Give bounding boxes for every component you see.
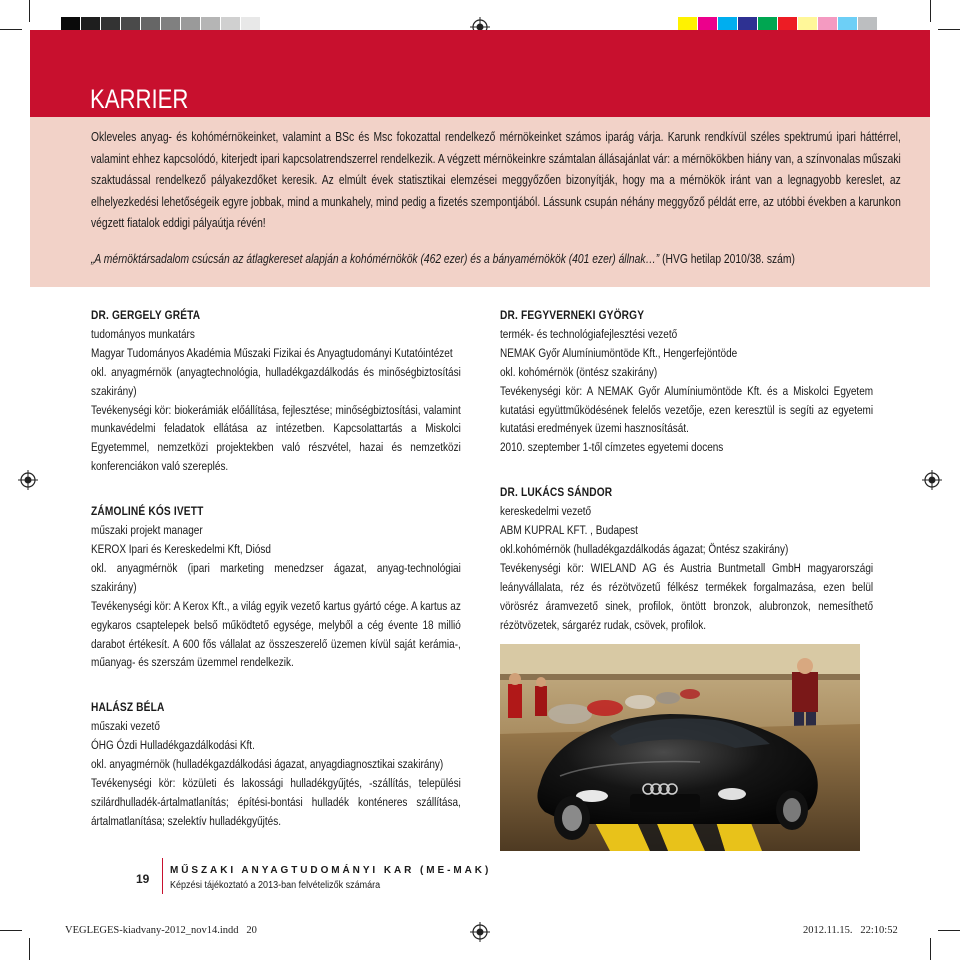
profile-line: okl. anyagmérnök (hulladékgazdálkodási ágazat, anyagdiagnosztikai szakirány) (91, 757, 444, 772)
crop-mark-bottom-left-h (0, 930, 22, 931)
profile-lukacs (500, 483, 873, 634)
profile-line: ÓHG Ózdi Hulladékgazdálkodási Kft. (91, 738, 255, 753)
crop-mark-top-left-h (0, 29, 22, 30)
profile-line: KEROX Ipari és Kereskedelmi Kft, Diósd (91, 541, 271, 556)
crop-mark-top-right-h (938, 29, 960, 30)
section-title: KARRIER (90, 84, 189, 114)
registration-mark-icon (922, 470, 942, 490)
profile-line: 2010. szeptember 1-től címzetes egyetemi docens (500, 440, 724, 455)
profile-line: okl.kohómérnök (hulladékgazdálkodás ágazat; Öntész szakirány) (500, 541, 789, 556)
registration-mark-icon (470, 922, 490, 942)
crop-mark-top-left-v (29, 0, 30, 22)
profile-line: Tevékenységi kör: WIELAND AG és Austria Buntmetall GmbH magyarországi leányvállalata, réz és rézötvözetű félkész termékek forgalmazása, ezen belül vörösréz áramvezető sinek, profilok, öntött bronzok, alubronzok, nemesíthető rézötvözetek, sárgaréz rudak, csövek, profilok. (500, 560, 874, 632)
profile-zamoline (91, 502, 461, 672)
right-column (500, 306, 873, 650)
registration-mark-icon (18, 470, 38, 490)
profile-name: DR. LUKÁCS SÁNDOR (500, 485, 613, 500)
intro-text (91, 127, 901, 235)
profile-line: Tevékenységi kör: A Kerox Kft., a világ egyik vezető kartus gyártó cége. A kartus az egykaros csaptelepek belső működtető egysége, melyből a cég évente 18 millió darabot értékesít. A 600 fős vállalat az összeszerelő üzemen kívül saját kerámia-, műanyag- és szerszám üzemmel rendelkezik. (91, 598, 461, 670)
profile-name: ZÁMOLINÉ KÓS IVETT (91, 504, 204, 519)
profile-name: DR. GERGELY GRÉTA (91, 308, 201, 322)
footer-title: MŰSZAKI ANYAGTUDOMÁNYI KAR (ME-MAK) (170, 864, 492, 876)
car-factory-illustration (500, 644, 860, 851)
footer-divider (162, 858, 163, 894)
quote-text: „A mérnöktársadalom csúcsán az átlagkereset alapján a kohómérnökök (462 ezer) és a bányamérnökök (401 ezer) állnak…” (91, 252, 660, 266)
profile-line: Tevékenységi kör: közületi és lakossági hulladékgyűjtés, -szállítás, települési szilárdhulladék-ártalmatlanítás; építési-bontási hulladék konténeres szállítása, ártalmatlanítása; szelektív hulladékgyűjtés. (91, 775, 461, 828)
quote-source: (HVG hetilap 2010/38. szám) (659, 252, 795, 266)
profile-line: termék- és technológiafejlesztési vezető (500, 326, 678, 341)
profile-line: okl. anyagmérnök (anyagtechnológia, hulladékgazdálkodás és minőségbiztosítási szakirány) (91, 364, 461, 398)
print-slug-file: VEGLEGES-kiadvany-2012_nov14.indd 20 (65, 925, 257, 936)
quote-line (91, 251, 901, 267)
car-factory-photo (500, 644, 860, 851)
profile-line: kereskedelmi vezető (500, 504, 592, 519)
footer-subtitle: Képzési tájékoztató a 2013-ban felvételizők számára (170, 880, 381, 891)
print-slug-timestamp: 2012.11.15. 22:10:52 (803, 925, 898, 936)
profile-line: NEMAK Győr Alumíniumöntöde Kft., Hengerfejöntöde (500, 345, 738, 360)
profile-line: Magyar Tudományos Akadémia Műszaki Fizikai és Anyagtudományi Kutatóintézet (91, 345, 453, 360)
profile-fegyverneki (500, 306, 873, 457)
profile-line: műszaki vezető (91, 719, 160, 734)
page-number: 19 (136, 872, 150, 886)
profile-line: Tevékenységi kör: biokerámiák előállítása, fejlesztése; minőségbiztosítási, valamint munkavédelmi feladatok ellátása az intézetben. Kapcsolattartás a Miskolci Egyetemmel, nemzetközi projektekben való részvétel, hazai és nemzetközi konferenciákon való szereplés. (91, 402, 461, 474)
profile-line: ABM KUPRAL KFT. , Budapest (500, 523, 638, 538)
profile-name: HALÁSZ BÉLA (91, 700, 165, 715)
profile-line: okl. anyagmérnök (ipari marketing menedzser ágazat, anyag-technológiai szakirány) (91, 560, 461, 594)
profile-line: Tevékenységi kör: A NEMAK Győr Alumíniumöntöde Kft. és a Miskolci Egyetem kutatási együttműködésének felelős vezetője, ezen keresztül is segíti az egyetemi kutatási eredmények üzemi hasznosítását. (500, 383, 874, 436)
profile-line: okl. kohómérnök (öntész szakirány) (500, 364, 658, 379)
left-column (91, 306, 461, 846)
crop-mark-bottom-right-h (938, 930, 960, 931)
profile-line: műszaki projekt manager (91, 523, 203, 538)
intro-paragraph: Okleveles anyag- és kohómérnökeinket, valamint a BSc és Msc fokozattal rendelkező mérnökeinket számos iparág várja. Karunk rendkívül széles spektrumú ipari háttérrel, valamint ehhez kapcsolódó, kiterjedt ipari kapcsolatrendszerrel rendelkezik. A végzett mérnökeinkre számtalan állásajánlat vár: a mérnökökben hiány van, a színvonalas műszaki szaktudással rendelkező pályakezdőket keresik. Az elmúlt évek statisztikai elemzései meggyőzően bizonyítják, hogy ma a mérnökök iránt van a legnagyobb kereslet, az elhelyezkedési lehetőségeik egyre jobbak, mind a munkahely, mind pedig a fizetés szempontjából. Lássunk csupán néhány meggyőző példát erre, az utóbbi években a karunkon végzett fiatalok eddigi pályaútja révén! (91, 130, 901, 231)
crop-mark-top-right-v (930, 0, 931, 22)
crop-mark-bottom-left-v (29, 938, 30, 960)
profile-name: DR. FEGYVERNEKI GYÖRGY (500, 308, 645, 322)
profile-line: tudományos munkatárs (91, 326, 195, 341)
profile-gergely (91, 306, 461, 476)
profile-halasz (91, 698, 461, 830)
crop-mark-bottom-right-v (930, 938, 931, 960)
